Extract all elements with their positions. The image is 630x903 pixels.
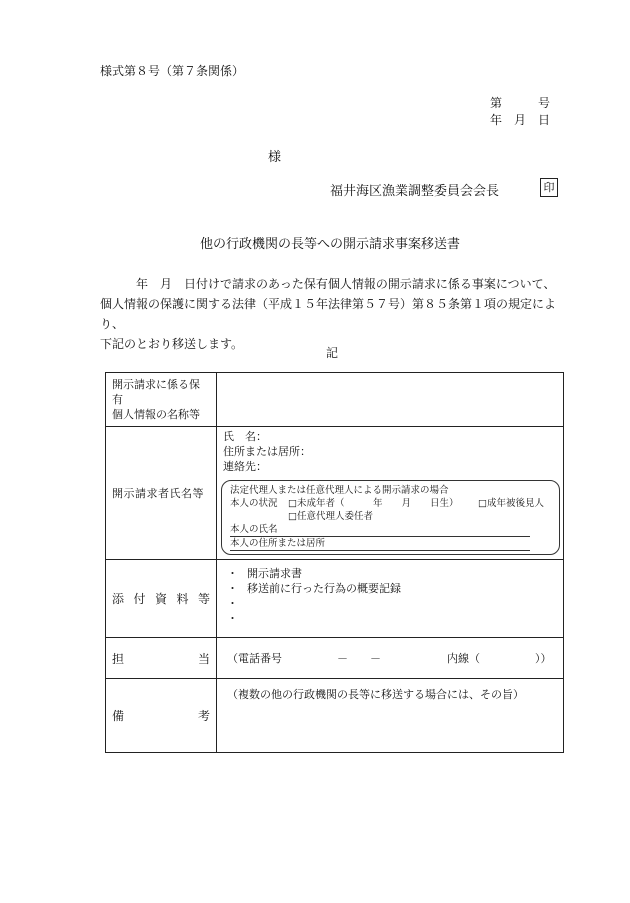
remarks-note: （複数の他の行政機関の長等に移送する場合には、その旨）	[227, 688, 524, 701]
requester-label: 開示請求者氏名等	[112, 486, 204, 500]
requester-cell	[217, 427, 564, 560]
info-name-label	[106, 373, 217, 427]
body-paragraph	[100, 274, 570, 354]
attachments-cell	[217, 560, 564, 638]
sender-name: 福井海区漁業調整委員会会長	[330, 184, 500, 199]
table-row	[106, 427, 564, 560]
label-line: 開示請求に係る保有	[112, 378, 200, 406]
transfer-form-table	[105, 372, 564, 753]
body-line: 下記のとおり移送します。	[100, 337, 244, 351]
status-label: 本人の状況	[230, 498, 278, 509]
principal-status-row	[230, 497, 553, 510]
document-number: 第 号	[490, 96, 551, 110]
addressee-suffix: 様	[268, 150, 282, 165]
remarks-cell	[217, 679, 564, 753]
representative-box	[221, 480, 560, 555]
representative-heading: 法定代理人または任意代理人による開示請求の場合	[230, 485, 449, 496]
requester-name-line: 氏 名：	[223, 430, 267, 443]
table-row	[106, 679, 564, 753]
document-date: 年 月 日	[490, 113, 551, 127]
phone-line: （電話番号 － － 内線（ ））	[227, 651, 552, 665]
ki-heading: 記	[326, 346, 339, 360]
proxy-checkbox: □任意代理人委任者	[288, 511, 373, 522]
body-line: 個人情報の保護に関する法律（平成１５年法律第５７号）第８５条第１項の規定により、	[100, 297, 557, 331]
table-row	[106, 638, 564, 679]
label-line: 個人情報の名称等	[112, 408, 200, 421]
table-row	[106, 560, 564, 638]
remarks-label-cell	[106, 679, 217, 753]
document-title: 他の行政機関の長等への開示請求事案移送書	[200, 237, 461, 252]
principal-address-line: 本人の住所または居所	[230, 537, 530, 551]
attachments-label: 添 付 資 料 等	[112, 592, 210, 606]
attachment-item: ・ 移送前に行った行為の概要記録	[227, 582, 401, 595]
person-in-charge-label-cell	[106, 638, 217, 679]
seal-mark: 印	[540, 178, 558, 197]
body-line: 年 月 日付けで請求のあった保有個人情報の開示請求に係る事案について、	[100, 277, 556, 291]
attachment-item: ・ 開示請求書	[227, 567, 302, 580]
attachment-item: ・	[227, 597, 238, 610]
person-in-charge-cell	[217, 638, 564, 679]
requester-label-cell	[106, 427, 217, 560]
form-number: 様式第８号（第７条関係）	[100, 64, 245, 78]
requester-contact-line: 連絡先：	[223, 460, 267, 473]
adult-guardian-checkbox: □成年被後見人	[478, 498, 544, 509]
requester-address-line: 住所または居所：	[223, 445, 311, 458]
minor-checkbox: □未成年者（ 年 月 日生）	[288, 498, 459, 509]
table-row	[106, 373, 564, 427]
principal-name-line: 本人の氏名	[230, 523, 530, 537]
person-in-charge-label: 担 当	[112, 651, 210, 666]
remarks-label: 備 考	[112, 709, 210, 723]
info-name-cell	[217, 373, 564, 427]
attachments-label-cell	[106, 560, 217, 638]
attachment-item: ・	[227, 612, 238, 625]
